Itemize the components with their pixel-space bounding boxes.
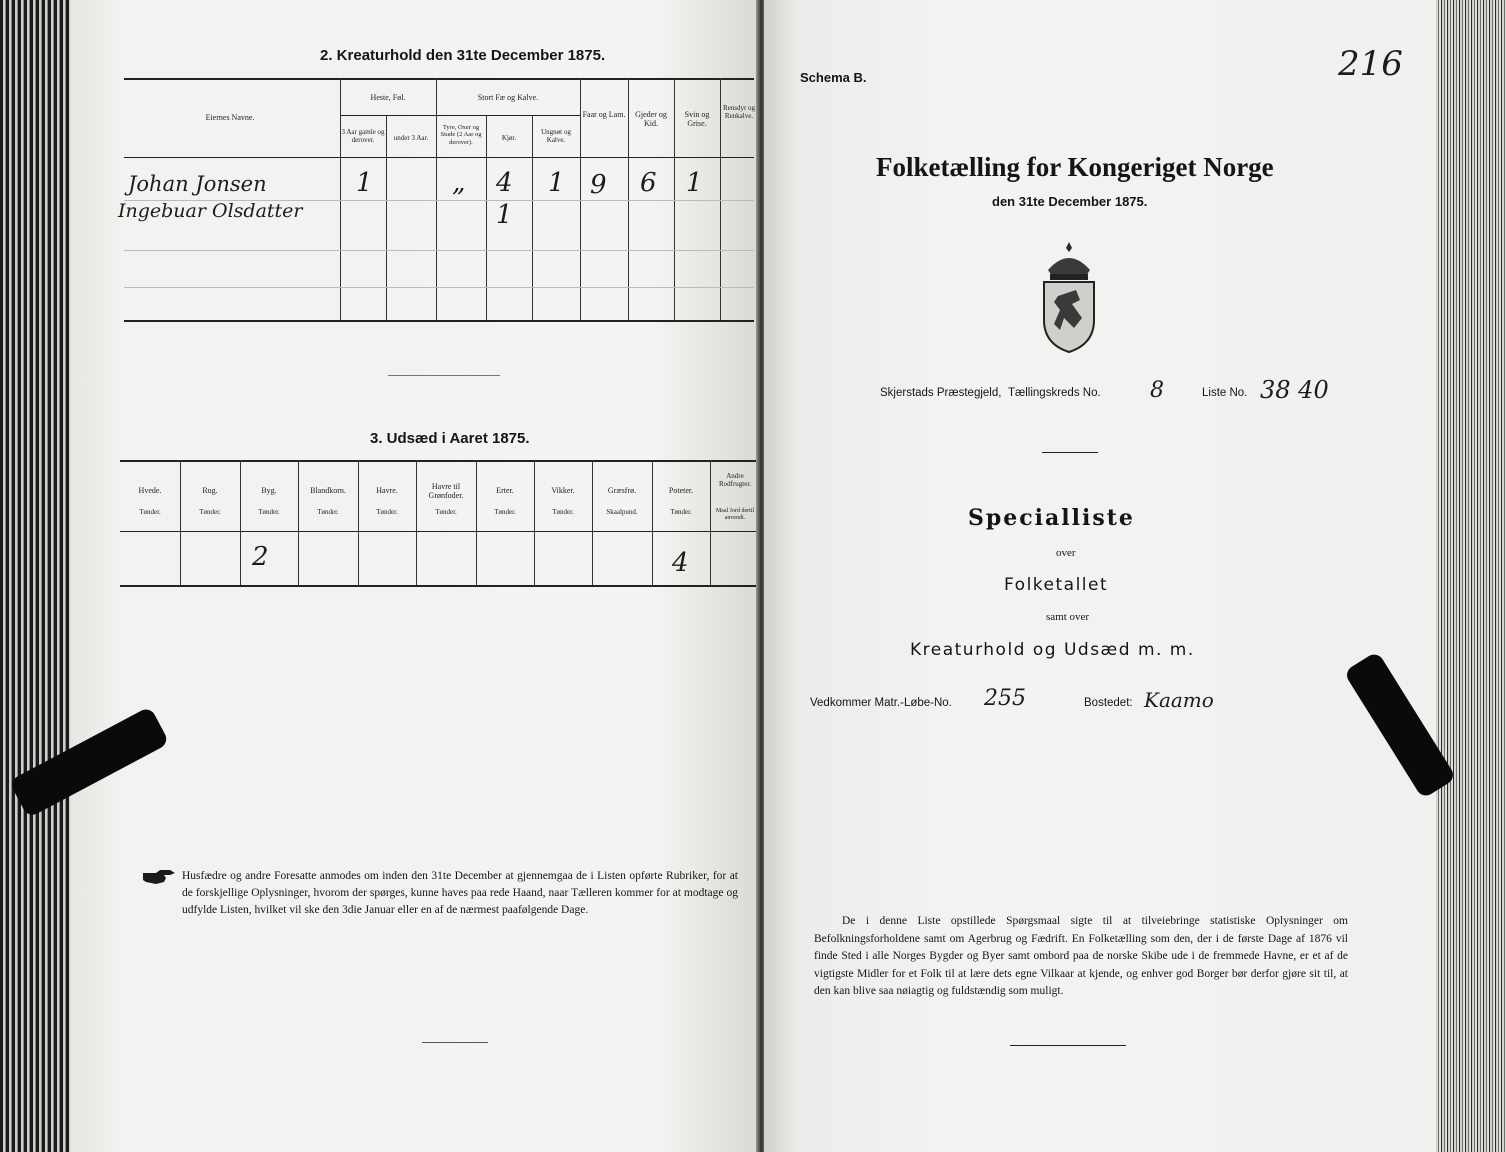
owner-name: Ingebuar Olsdatter <box>118 200 303 222</box>
sowing-header: Rug. <box>202 486 218 495</box>
table3-col-rule <box>534 460 535 585</box>
sowing-header: Poteter. <box>668 486 694 495</box>
sheep-value: 9 <box>590 170 607 200</box>
table3-col-rule <box>416 460 417 585</box>
bottom-separator <box>1010 1045 1126 1046</box>
header-goats: Gjeder og Kid. <box>635 110 667 129</box>
sowing-unit: Tønder. <box>670 508 692 516</box>
cows-value: 1 <box>496 200 513 230</box>
left-page-edges <box>0 0 70 1152</box>
table2-bottom-rule <box>124 320 754 322</box>
table3-col-rule <box>592 460 593 585</box>
header-sheep: Faar og Lam. <box>582 110 626 119</box>
pigs-value: 1 <box>686 168 703 198</box>
table3-header-rule <box>120 531 760 532</box>
separator <box>388 375 500 376</box>
right-page <box>764 0 1436 1152</box>
table2-row-rule <box>124 287 754 288</box>
table3-col-rule <box>298 460 299 585</box>
table2-header-rule <box>124 157 754 158</box>
section3-title: 3. Udsæd i Aaret 1875. <box>370 430 530 447</box>
info-paragraph: De i denne Liste opstillede Spørgsmaal sigte til at tilveiebringe statistiske Oplysninger om Befolkningsforholdene samt om Agerbrug og Fædrift. En Folketælling som den, der i de første Dage af 1876 vil finde Sted i alle Norges Bygder og Byer samt ombord paa de norske Skibe ude i de fremmede Havne, er et af de vigtigste Midler for et Folk til at lære dets egne Vilkaar at kjende, og enhver god Borger bør derfor gjøre sit til, at den kan blive saa nøiagtig og fuldstændig som muligt. <box>814 915 1348 997</box>
table2-col-rule <box>628 78 629 320</box>
sowing-unit: Tønder. <box>258 508 280 516</box>
table3-col-rule <box>652 460 653 585</box>
sowing-unit: Tønder. <box>435 508 457 516</box>
samt-over-label: samt over <box>1046 611 1090 623</box>
bulls-value: „ <box>452 168 466 198</box>
over-label: over <box>1056 547 1076 559</box>
footnote-text: Husfædre og andre Foresatte anmodes om inden den 31te December at gjennemgaa de i Listen opførte Rubriker, for at de forskjellige Oplysninger, hvorom der spørges, kunne haves paa rede Haand, naar Tælleren kommer for at modtage og udfylde Listen, hvilket vil ske den 3die Januar eller en af de nærmest paafølgende Dage. <box>182 870 738 916</box>
table3-col-rule <box>476 460 477 585</box>
table2-row-rule <box>124 250 754 251</box>
barley-value: 2 <box>252 542 269 572</box>
header-cows: Kjør. <box>501 134 517 142</box>
sowing-unit: Maal Jord dertil anvendt. <box>715 508 755 521</box>
census-title: Folketælling for Kongeriget Norge <box>876 152 1274 182</box>
header-young-cattle: Ungnøt og Kalve. <box>541 128 571 145</box>
bottom-separator <box>422 1042 488 1043</box>
table2-col-rule <box>674 78 675 320</box>
sowing-header: Andre Rodfrugter. <box>718 472 752 489</box>
sowing-header: Havre. <box>376 486 398 495</box>
sowing-unit: Tønder. <box>552 508 574 516</box>
kreaturhold-heading: Kreaturhold og Udsæd m. m. <box>910 640 1195 660</box>
section2-title: 2. Kreaturhold den 31te December 1875. <box>320 47 606 64</box>
goats-value: 6 <box>640 168 657 198</box>
header-owners: Eiernes Navne. <box>205 113 255 122</box>
sowing-unit: Tønder. <box>199 508 221 516</box>
sowing-header: Blandkorn. <box>310 486 346 495</box>
table3-col-rule <box>358 460 359 585</box>
list-value: 38 40 <box>1260 376 1329 404</box>
table2-col-rule <box>386 115 387 320</box>
census-date: den 31te December 1875. <box>992 194 1148 209</box>
district-value: 8 <box>1150 378 1164 403</box>
page-number: 216 <box>1338 44 1403 84</box>
parish-label: Skjerstads Præstegjeld, <box>880 387 1002 399</box>
sowing-header: Græsfrø. <box>607 486 637 495</box>
specialliste-heading: Specialliste <box>968 505 1135 531</box>
header-pigs: Svin og Grise. <box>684 110 710 129</box>
table3-col-rule <box>240 460 241 585</box>
young-cattle-value: 1 <box>548 168 565 198</box>
folketallet-heading: Folketallet <box>1004 575 1109 595</box>
sowing-unit: Tønder. <box>139 508 161 516</box>
header-horses-young: under 3 Aar. <box>393 134 429 142</box>
coat-of-arms-icon <box>1036 240 1102 356</box>
potatoes-value: 4 <box>672 548 689 578</box>
table3-col-rule <box>180 460 181 585</box>
table3-bottom-rule <box>120 585 760 587</box>
sowing-unit: Tønder. <box>317 508 339 516</box>
table3-top-rule <box>120 460 760 462</box>
table2-subheader-rule <box>340 115 580 116</box>
list-label: Liste No. <box>1202 387 1248 399</box>
matr-label: Vedkommer Matr.-Løbe-No. <box>810 697 952 709</box>
cows-value: 4 <box>496 168 513 198</box>
sowing-header: Erter. <box>496 486 514 495</box>
table2-col-rule <box>340 78 341 320</box>
left-page <box>70 0 760 1152</box>
district-label: Tællingskreds No. <box>1008 387 1101 399</box>
sowing-unit: Skaalpund. <box>606 508 638 516</box>
bosted-label: Bostedet: <box>1084 697 1133 709</box>
header-cattle: Stort Fæ og Kalve. <box>477 93 539 102</box>
bosted-value: Kaamo <box>1144 688 1214 712</box>
table2-col-rule <box>486 115 487 320</box>
owner-name: Johan Jonsen <box>128 172 267 196</box>
table2-col-rule <box>532 115 533 320</box>
sowing-header: Vikker. <box>551 486 575 495</box>
header-reindeer: Rensdyr og Renkalve. <box>722 104 756 121</box>
table2-col-rule <box>436 78 437 320</box>
horses-old-value: 1 <box>356 168 373 198</box>
right-page-edges <box>1436 0 1506 1152</box>
pointing-hand-icon <box>142 868 176 886</box>
schema-label: Schema B. <box>800 70 867 85</box>
table2-col-rule <box>580 78 581 320</box>
header-bulls: Tyre, Oxer og Stude (2 Aar og derover). <box>440 124 482 146</box>
sowing-header: Hvede. <box>138 486 162 495</box>
sowing-header: Byg. <box>261 486 277 495</box>
sowing-header: Havre til Grønfoder. <box>428 482 464 501</box>
matr-value: 255 <box>984 686 1026 711</box>
title-separator <box>1042 452 1098 453</box>
table2-top-rule <box>124 78 754 80</box>
header-horses-old: 3 Aar gamle og derover. <box>341 128 385 145</box>
sowing-unit: Tønder. <box>376 508 398 516</box>
header-horses: Heste, Føl. <box>370 93 406 102</box>
sowing-unit: Tønder. <box>494 508 516 516</box>
